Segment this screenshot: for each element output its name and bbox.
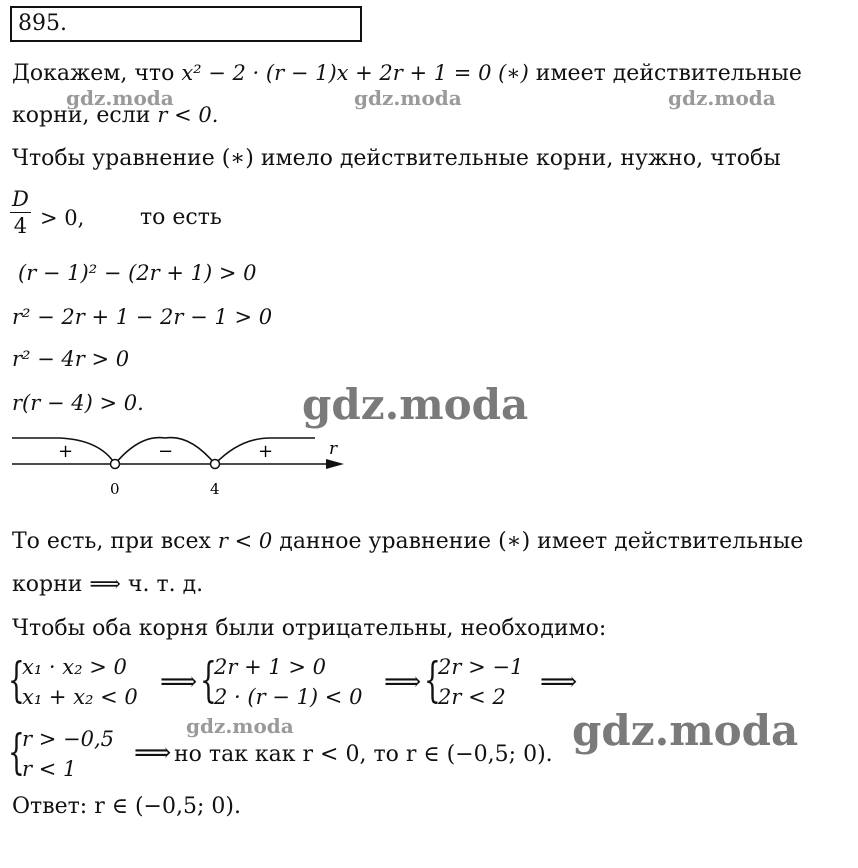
system-2-row-2: 2 · (r − 1) < 0 [214,685,363,709]
tick-label-0: 0 [110,480,120,498]
system-4 [22,724,114,784]
system-2-row-1: 2r + 1 > 0 [214,655,327,679]
watermark-5: gdz.moda [186,714,294,738]
intro-line-2 [12,100,218,131]
intro-line [12,58,802,89]
watermark-3: gdz.moda [668,86,776,110]
intro-text-b: имеет действительные [528,61,802,86]
point-4 [211,460,220,469]
fraction-relation: > 0, [40,206,85,230]
watermark-4: gdz.moda [302,380,529,429]
conclusion-text-b: данное уравнение (∗) имеет действительные [272,529,804,554]
brace-1: { [8,652,25,708]
intro-equation: x² − 2 · (r − 1)x + 2r + 1 = 0 (∗) [181,61,529,85]
step-2: r² − 2r + 1 − 2r − 1 > 0 [12,305,273,329]
sign-plus-right: + [258,441,274,462]
sign-plus-left: + [58,441,74,462]
tick-label-4: 4 [210,480,220,498]
answer-line: Ответ: r ∈ (−0,5; 0). [12,794,241,819]
brace-2: { [200,652,217,708]
brace-4: { [8,724,25,780]
watermark-6: gdz.moda [572,706,799,755]
step-4: r(r − 4) > 0. [12,391,144,415]
conclusion-r: r < 0 [217,529,273,553]
system-4-row-1: r > −0,5 [22,727,114,751]
conclusion-text-a: То есть, при всех [12,529,218,554]
implies-2: ⟹ [384,667,422,697]
condition-text: Чтобы уравнение (∗) имело действительные корни, нужно, чтобы [12,146,781,171]
intro-text-c: корни, если [12,103,158,128]
implies-3: ⟹ [540,667,578,697]
system-4-row-2: r < 1 [22,757,77,781]
system-3-row-2: 2r < 2 [438,685,506,709]
system-4-tail: но так как r < 0, то r ∈ (−0,5; 0). [174,742,553,767]
axis-arrow [326,459,344,469]
fraction-numerator: D [12,187,29,211]
implies-1: ⟹ [160,667,198,697]
negative-roots-text: Чтобы оба корня были отрицательны, необходимо: [12,616,607,641]
point-0 [111,460,120,469]
step-3: r² − 4r > 0 [12,347,130,371]
problem-number: 895. [10,6,362,42]
discriminant-fraction [10,186,31,239]
system-2 [214,652,362,712]
conclusion-line-2: корни ⟹ ч. т. д. [12,572,204,597]
sign-minus: − [158,441,174,462]
watermark-2: gdz.moda [354,86,462,110]
conclusion-line [12,526,803,557]
axis-var-label: r [329,439,338,459]
fraction-denominator: 4 [13,214,28,238]
step-1: (r − 1)² − (2r + 1) > 0 [18,261,257,285]
system-1 [22,652,138,712]
intro-condition: r < 0. [157,103,219,127]
number-line-diagram [0,428,360,503]
intro-text-a: Докажем, что [12,61,182,86]
system-3 [438,652,523,712]
watermark-1: gdz.moda [66,86,174,110]
implies-4: ⟹ [134,738,172,768]
brace-3: { [424,652,441,708]
system-1-row-1: x₁ · x₂ > 0 [22,655,127,679]
that-is-text: то есть [140,205,222,230]
system-3-row-1: 2r > −1 [438,655,524,679]
system-1-row-2: x₁ + x₂ < 0 [22,685,138,709]
